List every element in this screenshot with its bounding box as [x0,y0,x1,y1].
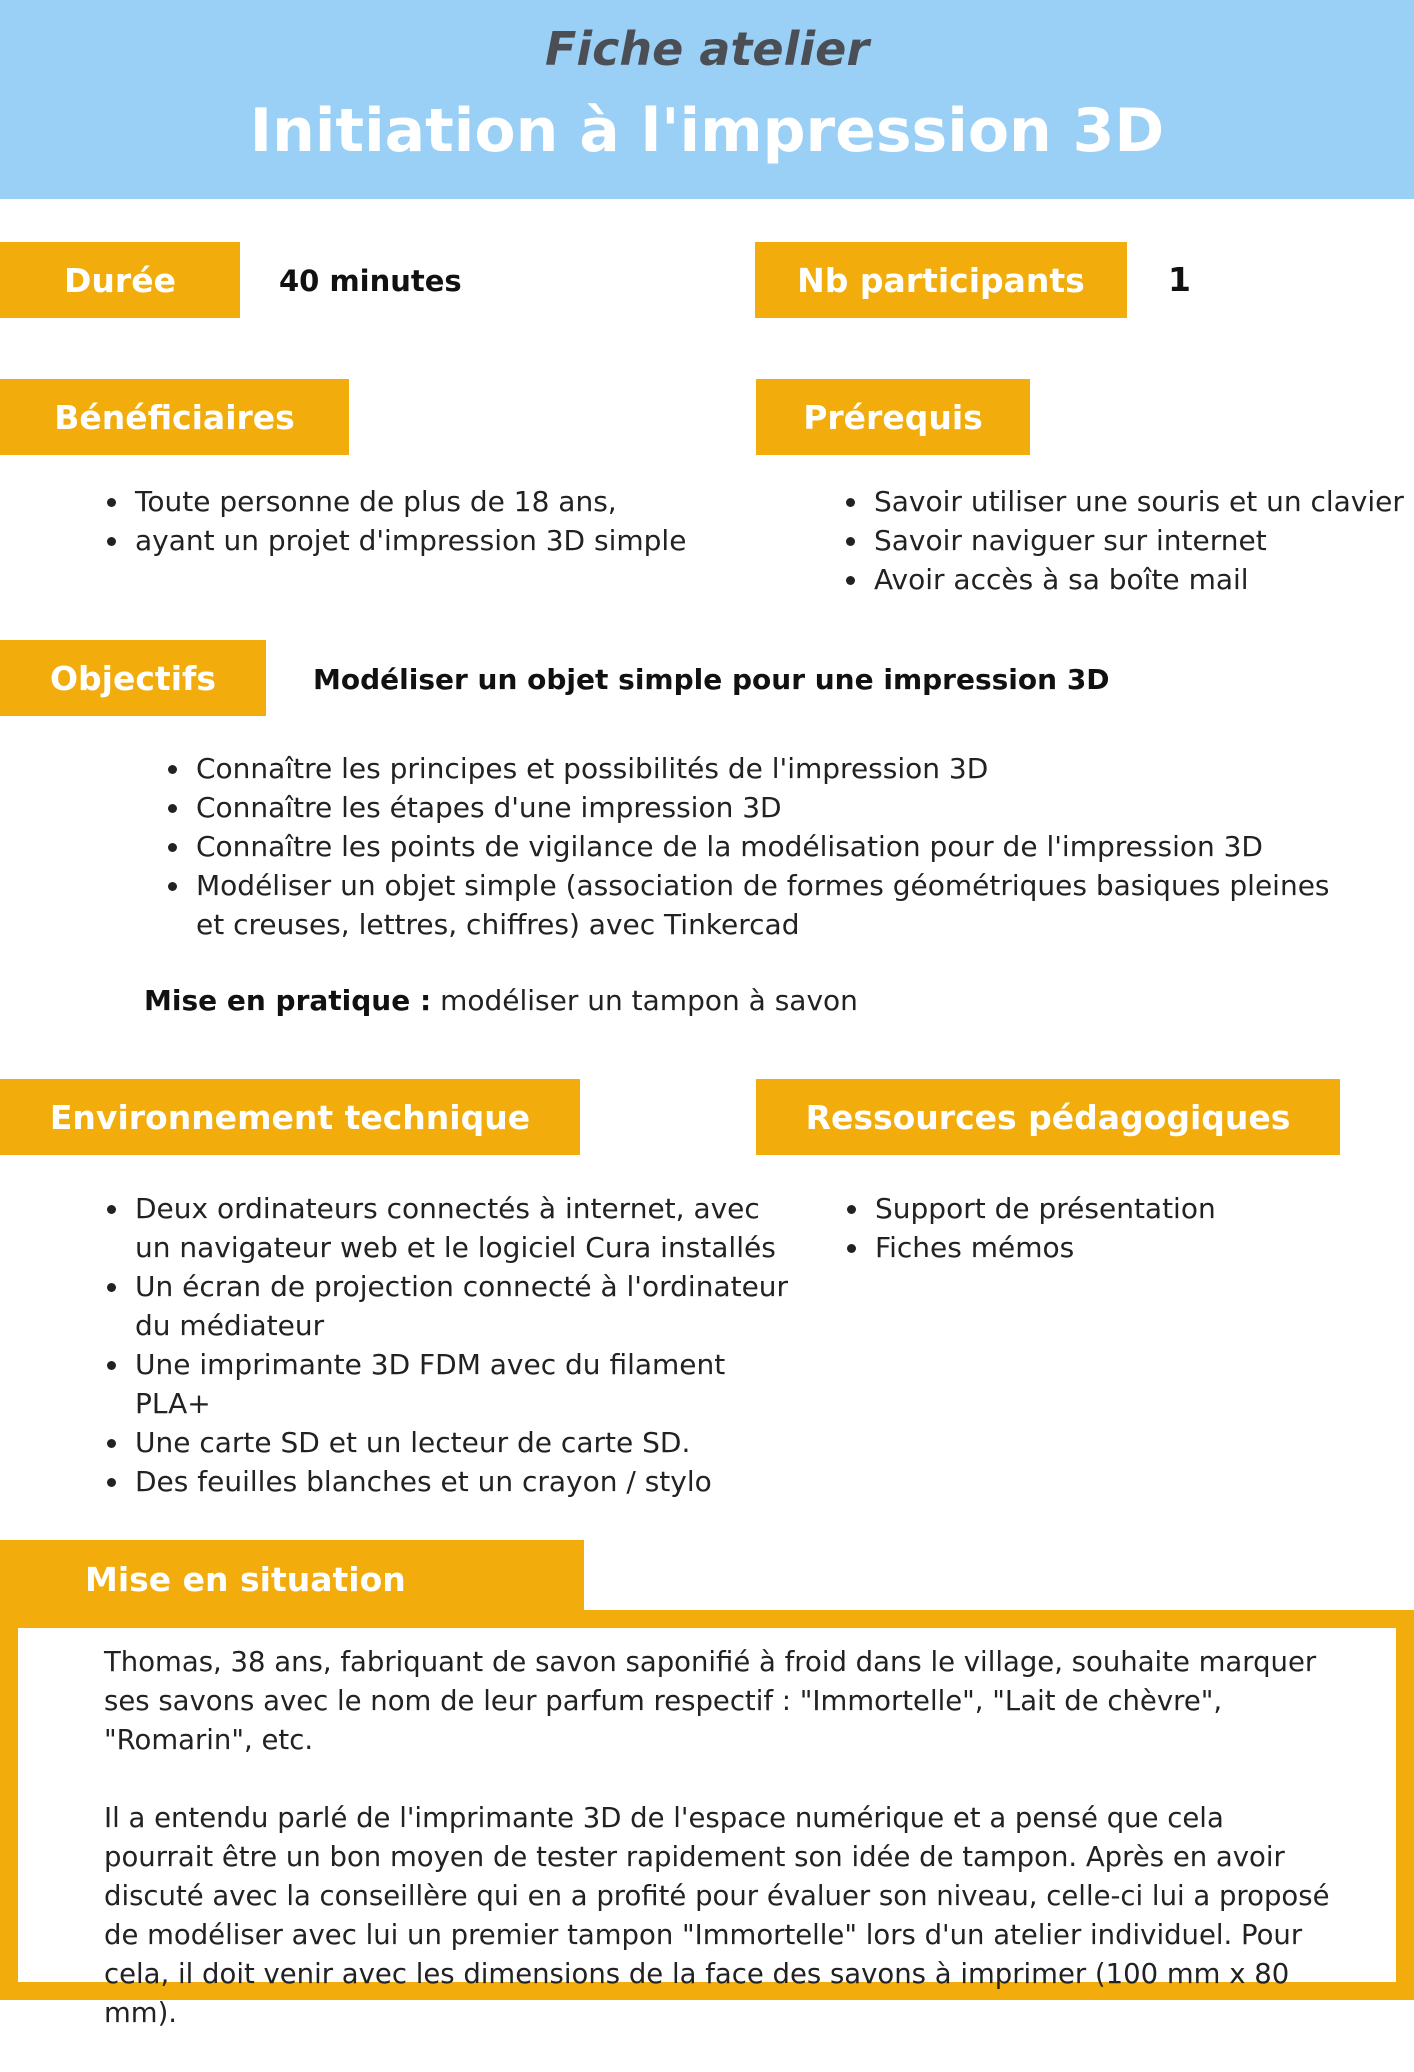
list-item: • Des feuilles blanches et un crayon / stylo [131,1462,791,1501]
list-item: • Support de présentation [871,1189,1414,1228]
list-item: • Une imprimante 3D FDM avec du filament PLA+ [131,1345,791,1423]
objectives-list [156,749,1352,944]
list-item: • Connaître les points de vigilance de la modélisation pour de l'impression 3D [192,827,1352,866]
situation-label: Mise en situation [0,1540,584,1618]
situation-paragraph: Thomas, 38 ans, fabriquant de savon saponifié à froid dans le village, souhaite marquer ses savons avec le nom de leur parfum respectif : "Immortelle", "Lait de chèvre", "Romarin", etc. [104,1646,1317,1756]
header-banner [0,0,1414,199]
objectives-summary: Modéliser un objet simple pour une impression 3D [313,663,1110,696]
list-item: • Fiches mémos [871,1228,1414,1267]
practice-label: Mise en pratique : [144,984,432,1017]
resources-list [835,1189,1414,1267]
practice-text: modéliser un tampon à savon [431,984,858,1017]
resources-label: Ressources pédagogiques [756,1079,1340,1155]
situation-paragraph: Il a entendu parlé de l'imprimante 3D de l'espace numérique et a pensé que cela pourrait être un bon moyen de tester rapidement son idée de tampon. Après en avoir discuté avec la conseillère qui en a profité pour évaluer son niveau, celle-ci lui a proposé de modéliser avec lui un premier tampon "Immortelle" lors d'un atelier individuel. Pour cela, il doit venir avec les dimensions de la face des savons à imprimer (100 mm x 80 mm). [104,1802,1330,2029]
list-item: • Toute personne de plus de 18 ans, [131,482,731,521]
environment-label: Environnement technique [0,1079,580,1155]
environment-list [95,1189,791,1501]
practice-line [144,984,858,1017]
document-kicker: Fiche atelier [544,22,870,76]
list-item: • Connaître les principes et possibilités de l'impression 3D [192,749,1352,788]
list-item: • Connaître les étapes d'une impression 3D [192,788,1352,827]
situation-text [104,1643,1340,2072]
participants-value: 1 [1168,260,1191,299]
list-item: • Deux ordinateurs connectés à internet, avec un navigateur web et le logiciel Cura installés [131,1189,791,1267]
list-item: • Savoir utiliser une souris et un clavier [870,482,1414,521]
list-item: • Avoir accès à sa boîte mail [870,560,1414,599]
list-item: • Une carte SD et un lecteur de carte SD. [131,1423,791,1462]
duration-label: Durée [0,242,240,318]
prerequisites-label: Prérequis [756,379,1030,455]
document-title: Initiation à l'impression 3D [249,96,1165,166]
list-item: • Un écran de projection connecté à l'ordinateur du médiateur [131,1267,791,1345]
beneficiaries-label: Bénéficiaires [0,379,349,455]
prerequisites-list [834,482,1414,599]
participants-label: Nb participants [755,242,1127,318]
list-item: • Savoir naviguer sur internet [870,521,1414,560]
list-item: • ayant un projet d'impression 3D simple [131,521,731,560]
list-item: • Modéliser un objet simple (association de formes géométriques basiques pleines et creuses, lettres, chiffres) avec Tinkercad [192,866,1352,944]
beneficiaries-list [95,482,731,560]
objectives-label: Objectifs [0,640,266,716]
duration-value: 40 minutes [279,264,462,298]
